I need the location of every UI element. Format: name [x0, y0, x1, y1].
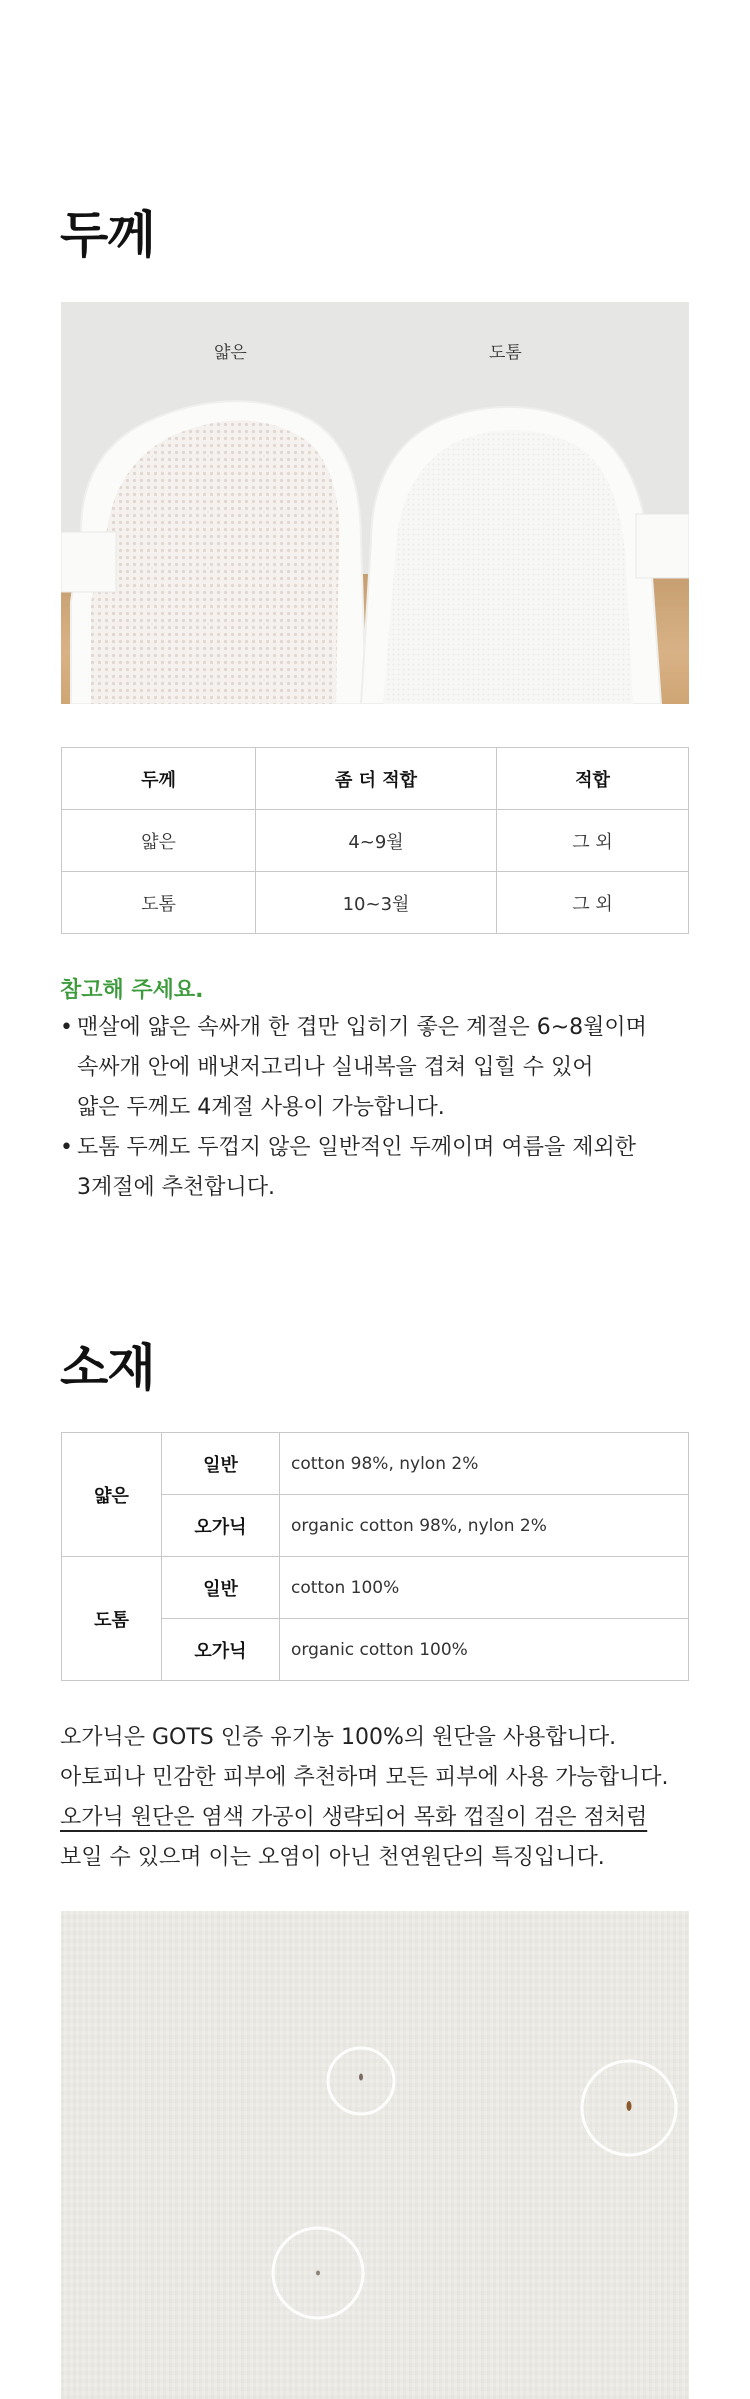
speck-dot — [627, 2101, 632, 2111]
bullet-line: 3계절에 추천합니다. — [77, 1175, 275, 1200]
bullet-dot: • — [60, 1015, 73, 1040]
table-row — [62, 1557, 689, 1619]
composition-value: organic cotton 98%, nylon 2% — [280, 1495, 689, 1557]
material-table — [61, 1432, 689, 1681]
thickness-comparison-photo — [61, 302, 689, 704]
thickness-table — [61, 747, 689, 934]
composition-value: organic cotton 100% — [280, 1619, 689, 1681]
material-heading: 소재 — [60, 1339, 155, 1397]
header-suitable: 적합 — [497, 748, 689, 810]
speck-dot — [316, 2271, 320, 2276]
note-title: 참고해 주세요. — [60, 978, 204, 1003]
table-cell: 그 외 — [497, 872, 689, 934]
fabric-illustration — [61, 302, 689, 704]
composition-value: cotton 100% — [280, 1557, 689, 1619]
kind-regular: 일반 — [162, 1557, 280, 1619]
group-thin: 얇은 — [62, 1433, 162, 1557]
description-line: 아토피나 민감한 피부에 추천하며 모든 피부에 사용 가능합니다. — [60, 1765, 669, 1790]
thin-label: 얇은 — [214, 343, 247, 363]
fabric-speck-markers — [61, 1911, 689, 2399]
description-line-underlined: 오가닉 원단은 염색 가공이 생략되어 목화 껍질이 검은 점처럼 — [60, 1805, 648, 1830]
table-cell: 얇은 — [62, 810, 256, 872]
header-more-suitable: 좀 더 적합 — [256, 748, 497, 810]
bullet-line: 얇은 두께도 4계절 사용이 가능합니다. — [77, 1095, 445, 1120]
table-cell: 도톰 — [62, 872, 256, 934]
table-header-row — [62, 748, 689, 810]
bullet-line: 도톰 두께도 두껍지 않은 일반적인 두께이며 여름을 제외한 — [77, 1135, 637, 1160]
table-row — [62, 1433, 689, 1495]
composition-value: cotton 98%, nylon 2% — [280, 1433, 689, 1495]
bullet-line: 속싸개 안에 배냇저고리나 실내복을 겹쳐 입힐 수 있어 — [77, 1055, 594, 1080]
bullet-line: 맨살에 얇은 속싸개 한 겹만 입히기 좋은 계절은 6~8월이며 — [77, 1015, 647, 1040]
table-row — [62, 872, 689, 934]
organic-fabric-closeup-photo — [61, 1911, 689, 2399]
organic-description — [60, 1718, 669, 1878]
speck-circle — [328, 2048, 394, 2114]
kind-organic: 오가닉 — [162, 1619, 280, 1681]
bullet-dot: • — [60, 1135, 73, 1160]
table-row — [62, 810, 689, 872]
description-line: 오가닉은 GOTS 인증 유기농 100%의 원단을 사용합니다. — [60, 1725, 617, 1750]
speck-dot — [359, 2074, 363, 2081]
kind-organic: 오가닉 — [162, 1495, 280, 1557]
table-cell: 그 외 — [497, 810, 689, 872]
thickness-heading: 두께 — [60, 206, 155, 264]
group-thick: 도톰 — [62, 1557, 162, 1681]
description-line: 보일 수 있으며 이는 오염이 아닌 천연원단의 특징입니다. — [60, 1845, 605, 1870]
table-cell: 10~3월 — [256, 872, 497, 934]
table-cell: 4~9월 — [256, 810, 497, 872]
header-thickness: 두께 — [62, 748, 256, 810]
thick-label: 도톰 — [489, 343, 522, 363]
kind-regular: 일반 — [162, 1433, 280, 1495]
